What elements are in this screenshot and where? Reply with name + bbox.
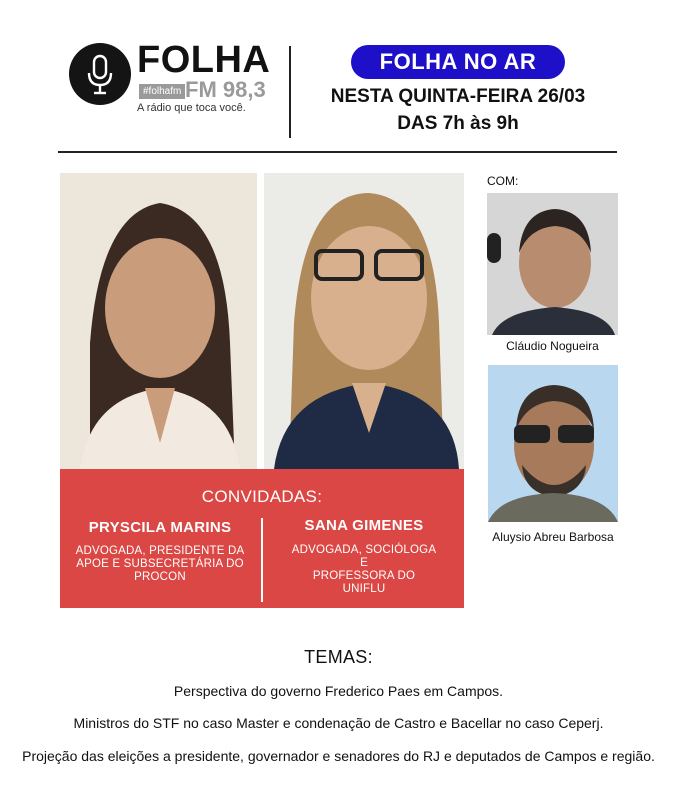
header-divider [289,46,291,138]
microphone-icon [69,43,131,105]
guests-title: CONVIDADAS: [201,487,323,506]
guest-description-line: UNIFLU [342,583,386,595]
hosts-label: COM: [487,174,519,188]
topics-title: TEMAS: [304,647,373,667]
guest-description-line: PROFESSORA DO [312,570,416,582]
folha-fm-logo [69,43,131,105]
person-silhouette-icon [488,365,618,522]
topic-item: Ministros do STF no caso Master e condenação de Castro e Bacellar no caso Ceperj. [73,715,604,731]
guest-description-line: E [360,557,368,569]
guest-photo-sana [264,173,464,469]
guest-divider [261,518,263,602]
guest-name-pryscila: PRYSCILA MARINS [88,519,232,536]
person-silhouette-icon [487,193,618,335]
host-photo-claudio [487,193,618,335]
person-silhouette-icon [60,173,257,469]
broadcast-time: DAS 7h às 9h [397,113,519,134]
program-title-pill: FOLHA NO AR [351,45,565,79]
host-name-claudio: Cláudio Nogueira [506,339,599,353]
person-silhouette-icon [264,173,464,469]
brand-name: FOLHA [137,39,271,81]
guest-description-pryscila: ADVOGADA, PRESIDENTE DA APOE E SUBSECRETÁRIA DO PROCON [75,545,245,583]
topic-item: Perspectiva do governo Frederico Paes em Campos. [173,683,504,699]
guest-name-sana: SANA GIMENES [304,517,424,534]
host-name-aluysio: Aluysio Abreu Barbosa [492,530,614,544]
topic-item: Projeção das eleições a presidente, governador e senadores do RJ e deputados de Campos e região. [22,748,655,764]
header-rule [58,151,617,153]
guest-description-line: ADVOGADA, SOCIÓLOGA [291,544,437,556]
radio-frequency: FM 98,3 [185,77,266,102]
broadcast-date: NESTA QUINTA-FEIRA 26/03 [330,86,586,107]
guest-photo-pryscila [60,173,257,469]
guest-description-sana [272,544,456,596]
hashtag-badge: #folhafm [139,84,185,99]
host-photo-aluysio [488,365,618,522]
brand-tagline: A rádio que toca você. [137,102,246,114]
